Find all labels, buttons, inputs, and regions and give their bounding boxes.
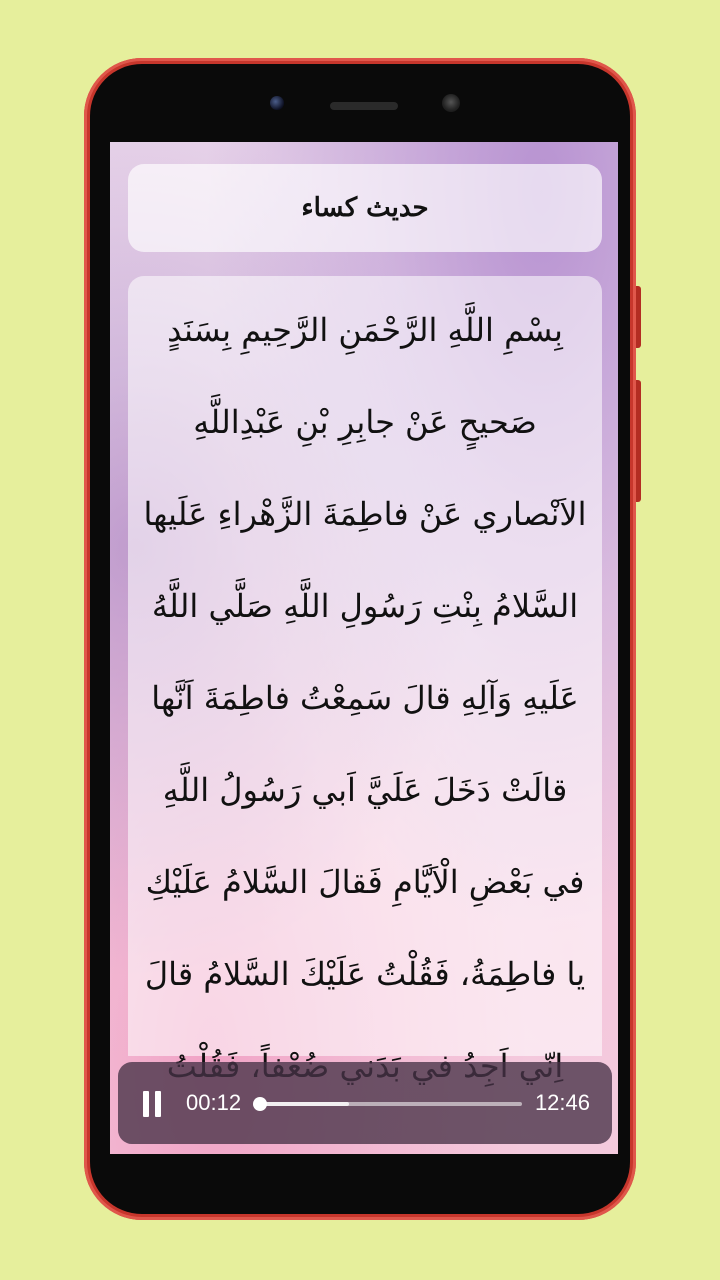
app-screen	[110, 142, 618, 1154]
phone-frame	[84, 58, 636, 1220]
phone-bezel	[90, 64, 630, 1214]
total-time: 12:46	[534, 1090, 590, 1115]
power-button	[636, 380, 641, 502]
seek-bar[interactable]	[256, 1102, 522, 1106]
volume-button	[636, 286, 641, 348]
page-title: حديث كساء	[301, 193, 429, 223]
earpiece-speaker	[330, 102, 398, 110]
text-scroll-area[interactable]	[128, 276, 602, 1056]
pause-icon	[143, 1091, 149, 1117]
current-time: 00:12	[186, 1090, 242, 1115]
audio-player	[118, 1062, 612, 1144]
pause-button[interactable]	[140, 1091, 164, 1117]
front-camera	[270, 96, 284, 110]
seek-buffer	[256, 1102, 349, 1106]
hadith-text: بِسْمِ اللَّهِ الرَّحْمَنِ الرَّحِيمِ بِسَنَدٍ صَحيحٍ عَنْ جابِرِ بْنِ عَبْدِاللَّهِ الاَنْصاري عَنْ فاطِمَةَ الزَّهْراءِ عَلَيها السَّلامُ بِنْتِ رَسُولِ اللَّهِ صَلَّي اللَّهُ عَلَيهِ وَآلِهِ قالَ سَمِعْتُ فاطِمَةَ اَنَّها قالَتْ دَخَلَ عَلَيَّ اَبي رَسُولُ اللَّهِ في بَعْضِ الْاَيَّامِ فَقالَ السَّلامُ عَلَيْكِ يا فاطِمَةُ، فَقُلْتُ عَلَيْكَ السَّلامُ قالَ	[143, 311, 587, 993]
pause-icon-bar	[155, 1091, 161, 1117]
seek-thumb[interactable]	[253, 1097, 267, 1111]
proximity-sensor	[442, 94, 460, 112]
title-card	[128, 164, 602, 252]
